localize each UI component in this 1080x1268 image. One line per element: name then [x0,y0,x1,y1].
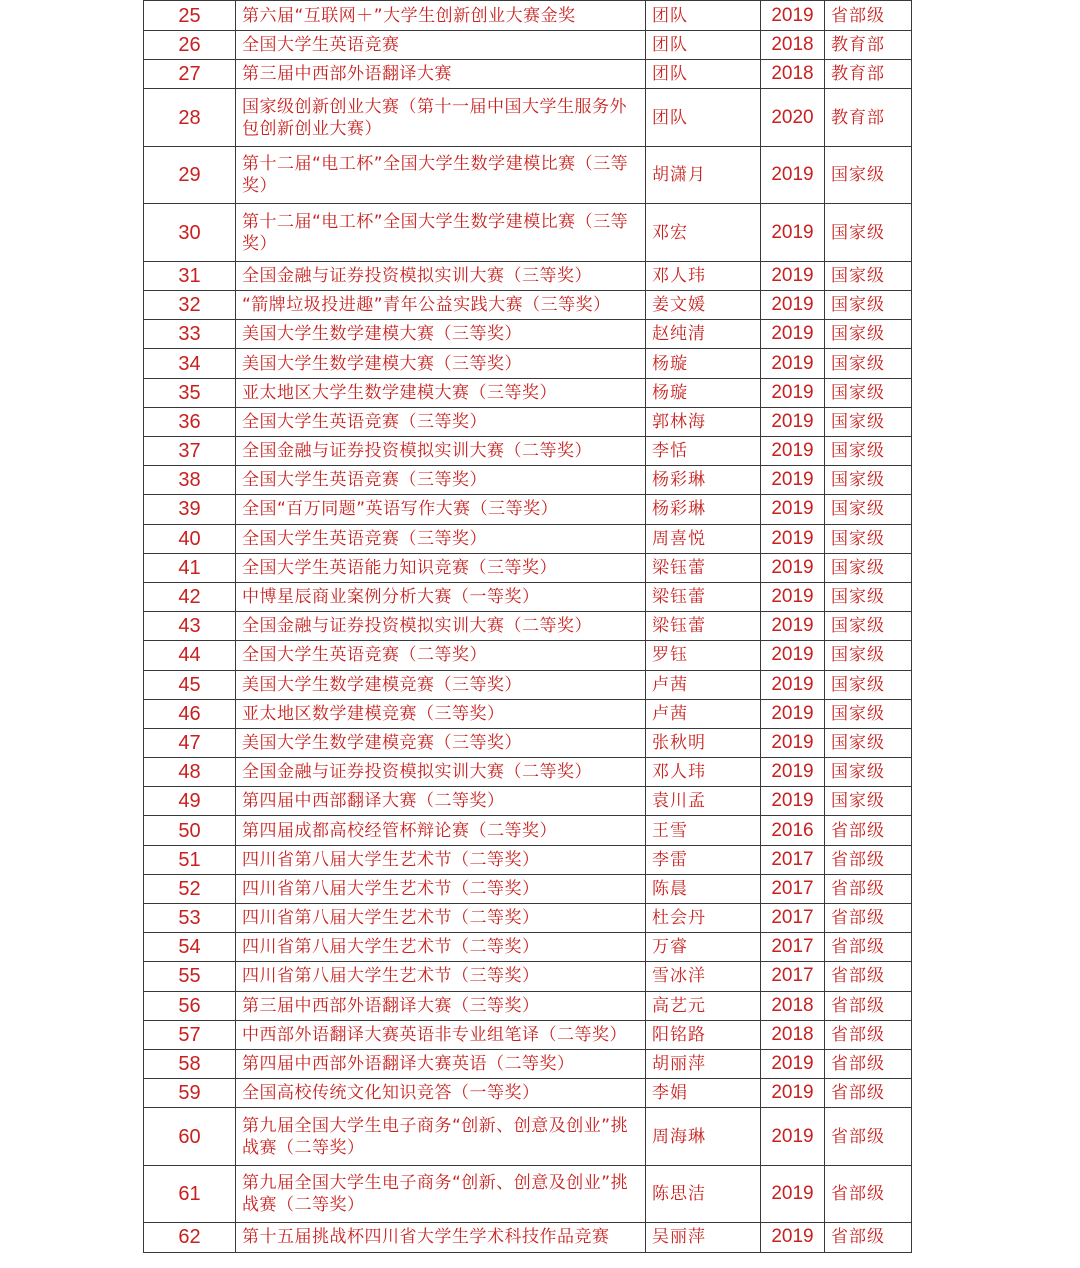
row-number-cell: 32 [144,291,236,320]
level-cell: 省部级 [825,1223,912,1252]
winner-cell: 梁钰蕾 [646,582,761,611]
winner-cell: 杨彩琳 [646,466,761,495]
table-row [144,845,912,874]
table-row [144,437,912,466]
award-name-cell: 全国金融与证券投资模拟实训大赛（二等奖） [236,758,646,787]
table-row [144,1,912,31]
level-cell: 省部级 [825,991,912,1020]
winner-cell: 胡潇月 [646,146,761,204]
year-cell: 2019 [761,378,825,407]
winner-cell: 李恬 [646,437,761,466]
table-row [144,641,912,670]
table-row [144,612,912,641]
table-row [144,816,912,845]
level-cell: 国家级 [825,349,912,378]
year-cell: 2019 [761,1,825,31]
year-cell: 2019 [761,670,825,699]
winner-cell: 雪冰洋 [646,962,761,991]
winner-cell: 梁钰蕾 [646,553,761,582]
year-cell: 2016 [761,816,825,845]
row-number-cell: 47 [144,728,236,757]
row-number-cell: 46 [144,699,236,728]
winner-cell: 万睿 [646,933,761,962]
winner-cell: 罗钰 [646,641,761,670]
level-cell: 国家级 [825,787,912,816]
year-cell: 2018 [761,1020,825,1049]
award-name-cell: 全国大学生英语能力知识竞赛（三等奖） [236,553,646,582]
table-row [144,146,912,204]
row-number-cell: 28 [144,89,236,147]
year-cell: 2018 [761,31,825,60]
row-number-cell: 25 [144,1,236,31]
winner-cell: 团队 [646,1,761,31]
table-row [144,378,912,407]
year-cell: 2019 [761,758,825,787]
table-row [144,1020,912,1049]
table-row [144,1223,912,1252]
award-name-cell: 国家级创新创业大赛（第十一届中国大学生服务外包创新创业大赛） [236,89,646,147]
year-cell: 2017 [761,933,825,962]
award-name-cell: 第十五届挑战杯四川省大学生学术科技作品竞赛 [236,1223,646,1252]
row-number-cell: 27 [144,60,236,89]
row-number-cell: 37 [144,437,236,466]
row-number-cell: 50 [144,816,236,845]
winner-cell: 李娟 [646,1079,761,1108]
year-cell: 2019 [761,291,825,320]
winner-cell: 袁川孟 [646,787,761,816]
winner-cell: 姜文媛 [646,291,761,320]
year-cell: 2017 [761,904,825,933]
winner-cell: 杨璇 [646,378,761,407]
award-name-cell: 全国金融与证券投资模拟实训大赛（三等奖） [236,261,646,290]
award-name-cell: 第九届全国大学生电子商务“创新、创意及创业”挑战赛（二等奖） [236,1165,646,1223]
award-name-cell: 全国大学生英语竞赛（二等奖） [236,641,646,670]
winner-cell: 陈思洁 [646,1165,761,1223]
winner-cell: 邓人玮 [646,261,761,290]
award-name-cell: 全国大学生英语竞赛（三等奖） [236,407,646,436]
winner-cell: 郭林海 [646,407,761,436]
row-number-cell: 36 [144,407,236,436]
level-cell: 省部级 [825,1079,912,1108]
row-number-cell: 35 [144,378,236,407]
level-cell: 省部级 [825,1,912,31]
level-cell: 国家级 [825,261,912,290]
table-row [144,524,912,553]
level-cell: 省部级 [825,1108,912,1166]
award-name-cell: 全国金融与证券投资模拟实训大赛（二等奖） [236,437,646,466]
awards-table [143,0,912,1253]
row-number-cell: 51 [144,845,236,874]
winner-cell: 团队 [646,89,761,147]
year-cell: 2019 [761,495,825,524]
winner-cell: 团队 [646,31,761,60]
table-row [144,1165,912,1223]
year-cell: 2019 [761,553,825,582]
table-row [144,89,912,147]
level-cell: 省部级 [825,962,912,991]
table-row [144,204,912,262]
row-number-cell: 58 [144,1049,236,1078]
award-name-cell: 全国大学生英语竞赛（三等奖） [236,524,646,553]
level-cell: 国家级 [825,699,912,728]
level-cell: 省部级 [825,1020,912,1049]
level-cell: 国家级 [825,437,912,466]
row-number-cell: 30 [144,204,236,262]
row-number-cell: 56 [144,991,236,1020]
table-row [144,874,912,903]
winner-cell: 李雷 [646,845,761,874]
level-cell: 省部级 [825,874,912,903]
level-cell: 国家级 [825,320,912,349]
year-cell: 2019 [761,728,825,757]
award-name-cell: 亚太地区大学生数学建模大赛（三等奖） [236,378,646,407]
winner-cell: 阳铭路 [646,1020,761,1049]
row-number-cell: 33 [144,320,236,349]
table-row [144,349,912,378]
year-cell: 2019 [761,1223,825,1252]
winner-cell: 王雪 [646,816,761,845]
row-number-cell: 62 [144,1223,236,1252]
award-name-cell: 全国“百万同题”英语写作大赛（三等奖） [236,495,646,524]
award-name-cell: 全国大学生英语竞赛（三等奖） [236,466,646,495]
award-name-cell: 亚太地区数学建模竞赛（三等奖） [236,699,646,728]
award-name-cell: 全国金融与证券投资模拟实训大赛（二等奖） [236,612,646,641]
award-name-cell: 全国高校传统文化知识竞答（一等奖） [236,1079,646,1108]
award-name-cell: 四川省第八届大学生艺术节（二等奖） [236,874,646,903]
row-number-cell: 52 [144,874,236,903]
table-row [144,933,912,962]
row-number-cell: 45 [144,670,236,699]
table-row [144,291,912,320]
award-name-cell: 四川省第八届大学生艺术节（二等奖） [236,845,646,874]
year-cell: 2019 [761,1079,825,1108]
winner-cell: 邓宏 [646,204,761,262]
award-name-cell: 第四届中西部外语翻译大赛英语（二等奖） [236,1049,646,1078]
winner-cell: 邓人玮 [646,758,761,787]
year-cell: 2017 [761,845,825,874]
table-row [144,1079,912,1108]
award-name-cell: 四川省第八届大学生艺术节（二等奖） [236,933,646,962]
table-row [144,670,912,699]
year-cell: 2017 [761,874,825,903]
winner-cell: 杜会丹 [646,904,761,933]
winner-cell: 杨璇 [646,349,761,378]
year-cell: 2019 [761,349,825,378]
year-cell: 2019 [761,1165,825,1223]
table-row [144,466,912,495]
table-row [144,991,912,1020]
year-cell: 2019 [761,261,825,290]
table-row [144,904,912,933]
award-name-cell: 第四届成都高校经管杯辩论赛（二等奖） [236,816,646,845]
winner-cell: 梁钰蕾 [646,612,761,641]
year-cell: 2019 [761,699,825,728]
level-cell: 省部级 [825,845,912,874]
row-number-cell: 59 [144,1079,236,1108]
table-row [144,1049,912,1078]
award-name-cell: 四川省第八届大学生艺术节（三等奖） [236,962,646,991]
row-number-cell: 57 [144,1020,236,1049]
table-row [144,699,912,728]
year-cell: 2019 [761,1108,825,1166]
year-cell: 2018 [761,60,825,89]
table-row [144,261,912,290]
winner-cell: 卢茜 [646,670,761,699]
award-name-cell: 第九届全国大学生电子商务“创新、创意及创业”挑战赛（二等奖） [236,1108,646,1166]
award-name-cell: “箭牌垃圾投进趣”青年公益实践大赛（三等奖） [236,291,646,320]
year-cell: 2019 [761,407,825,436]
row-number-cell: 38 [144,466,236,495]
level-cell: 国家级 [825,204,912,262]
level-cell: 省部级 [825,1165,912,1223]
award-name-cell: 第六届“互联网＋”大学生创新创业大赛金奖 [236,1,646,31]
year-cell: 2017 [761,962,825,991]
level-cell: 国家级 [825,524,912,553]
winner-cell: 杨彩琳 [646,495,761,524]
level-cell: 国家级 [825,758,912,787]
row-number-cell: 41 [144,553,236,582]
row-number-cell: 48 [144,758,236,787]
table-row [144,31,912,60]
table-row [144,582,912,611]
year-cell: 2019 [761,524,825,553]
row-number-cell: 55 [144,962,236,991]
year-cell: 2019 [761,204,825,262]
level-cell: 省部级 [825,933,912,962]
level-cell: 国家级 [825,291,912,320]
level-cell: 省部级 [825,904,912,933]
award-name-cell: 中西部外语翻译大赛英语非专业组笔译（二等奖） [236,1020,646,1049]
winner-cell: 赵纯清 [646,320,761,349]
award-name-cell: 第四届中西部翻译大赛（二等奖） [236,787,646,816]
winner-cell: 高艺元 [646,991,761,1020]
winner-cell: 吴丽萍 [646,1223,761,1252]
year-cell: 2019 [761,612,825,641]
table-row [144,728,912,757]
winner-cell: 张秋明 [646,728,761,757]
level-cell: 国家级 [825,495,912,524]
award-name-cell: 第三届中西部外语翻译大赛（三等奖） [236,991,646,1020]
row-number-cell: 42 [144,582,236,611]
level-cell: 国家级 [825,466,912,495]
year-cell: 2019 [761,146,825,204]
table-row [144,787,912,816]
table-row [144,962,912,991]
winner-cell: 团队 [646,60,761,89]
winner-cell: 陈晨 [646,874,761,903]
winner-cell: 胡丽萍 [646,1049,761,1078]
row-number-cell: 60 [144,1108,236,1166]
award-name-cell: 第十二届“电工杯”全国大学生数学建模比赛（三等奖） [236,204,646,262]
level-cell: 国家级 [825,728,912,757]
winner-cell: 周海琳 [646,1108,761,1166]
row-number-cell: 34 [144,349,236,378]
award-name-cell: 中博星辰商业案例分析大赛（一等奖） [236,582,646,611]
award-name-cell: 美国大学生数学建模竞赛（三等奖） [236,670,646,699]
level-cell: 国家级 [825,146,912,204]
award-name-cell: 四川省第八届大学生艺术节（二等奖） [236,904,646,933]
year-cell: 2019 [761,582,825,611]
level-cell: 国家级 [825,407,912,436]
level-cell: 国家级 [825,378,912,407]
row-number-cell: 44 [144,641,236,670]
row-number-cell: 54 [144,933,236,962]
level-cell: 教育部 [825,31,912,60]
level-cell: 省部级 [825,816,912,845]
winner-cell: 周喜悦 [646,524,761,553]
award-name-cell: 美国大学生数学建模大赛（三等奖） [236,349,646,378]
row-number-cell: 29 [144,146,236,204]
level-cell: 教育部 [825,89,912,147]
level-cell: 国家级 [825,670,912,699]
table-row [144,407,912,436]
row-number-cell: 61 [144,1165,236,1223]
year-cell: 2019 [761,437,825,466]
year-cell: 2018 [761,991,825,1020]
year-cell: 2019 [761,787,825,816]
award-name-cell: 美国大学生数学建模竞赛（三等奖） [236,728,646,757]
award-name-cell: 美国大学生数学建模大赛（三等奖） [236,320,646,349]
level-cell: 国家级 [825,582,912,611]
table-row [144,320,912,349]
row-number-cell: 40 [144,524,236,553]
table-row [144,495,912,524]
level-cell: 国家级 [825,553,912,582]
award-name-cell: 第十二届“电工杯”全国大学生数学建模比赛（三等奖） [236,146,646,204]
table-row [144,60,912,89]
level-cell: 省部级 [825,1049,912,1078]
year-cell: 2019 [761,641,825,670]
row-number-cell: 49 [144,787,236,816]
row-number-cell: 26 [144,31,236,60]
row-number-cell: 31 [144,261,236,290]
year-cell: 2019 [761,466,825,495]
awards-table-body [144,1,912,1253]
year-cell: 2019 [761,320,825,349]
winner-cell: 卢茜 [646,699,761,728]
award-name-cell: 第三届中西部外语翻译大赛 [236,60,646,89]
table-row [144,1108,912,1166]
level-cell: 教育部 [825,60,912,89]
level-cell: 国家级 [825,641,912,670]
year-cell: 2019 [761,1049,825,1078]
award-name-cell: 全国大学生英语竞赛 [236,31,646,60]
year-cell: 2020 [761,89,825,147]
row-number-cell: 43 [144,612,236,641]
row-number-cell: 39 [144,495,236,524]
table-row [144,553,912,582]
row-number-cell: 53 [144,904,236,933]
level-cell: 国家级 [825,612,912,641]
table-row [144,758,912,787]
